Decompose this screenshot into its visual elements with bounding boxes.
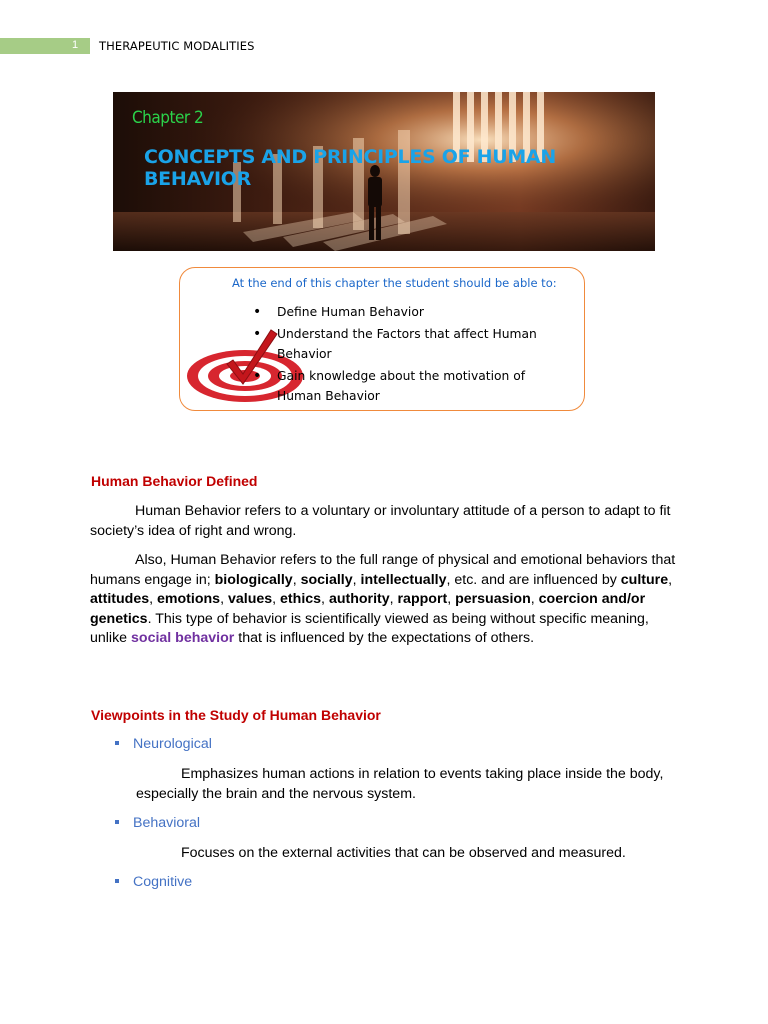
viewpoint-description-neurological: Emphasizes human actions in relation to events taking place inside the body, especially the brain and the nervous system.	[136, 766, 664, 802]
chapter-title: CONCEPTS AND PRINCIPLES OF HUMAN BEHAVIOR	[144, 146, 556, 190]
viewpoint-description-behavioral: Focuses on the external activities that can be observed and measured.	[181, 845, 626, 861]
objective-item: • Understand the Factors that affect Human Behavior	[253, 326, 537, 361]
square-bullet-icon	[115, 820, 119, 824]
square-bullet-icon	[115, 741, 119, 745]
objective-item: • Define Human Behavior	[253, 304, 424, 320]
page-number: 1	[72, 39, 79, 51]
paragraph-definition: Human Behavior refers to a voluntary or involuntary attitude of a person to adapt to fit society’s idea of right and wrong.	[90, 503, 671, 539]
section-heading-viewpoints: Viewpoints in the Study of Human Behavior	[91, 707, 381, 723]
section-heading-human-behavior-defined: Human Behavior Defined	[91, 473, 258, 489]
square-bullet-icon	[115, 879, 119, 883]
social-behavior-term: social behavior	[131, 630, 235, 646]
viewpoint-item-neurological: Neurological	[115, 736, 212, 752]
learning-objectives-box	[179, 267, 585, 411]
objective-item: • Gain knowledge about the motivation of Human Behavior	[253, 368, 526, 403]
objectives-heading: At the end of this chapter the student should be able to:	[232, 276, 557, 290]
objectives-list	[250, 302, 550, 406]
chapter-banner	[113, 92, 655, 251]
chapter-number: Chapter 2	[132, 108, 204, 128]
viewpoint-item-cognitive: Cognitive	[115, 874, 192, 890]
viewpoint-item-behavioral: Behavioral	[115, 815, 200, 831]
document-title: THERAPEUTIC MODALITIES	[99, 39, 255, 53]
paragraph-full-range: Also, Human Behavior refers to the full range of physical and emotional behaviors that humans engage in; biologically, socially, intellectually, etc. and are influenced by culture, attitudes, emotions, values, ethics, authority, rapport, persuasion, coercion and/or genetics. This type of behavior is scientifically viewed as being without specific meaning, unlike social behavior that is influenced by the expectations of others.	[90, 552, 676, 646]
